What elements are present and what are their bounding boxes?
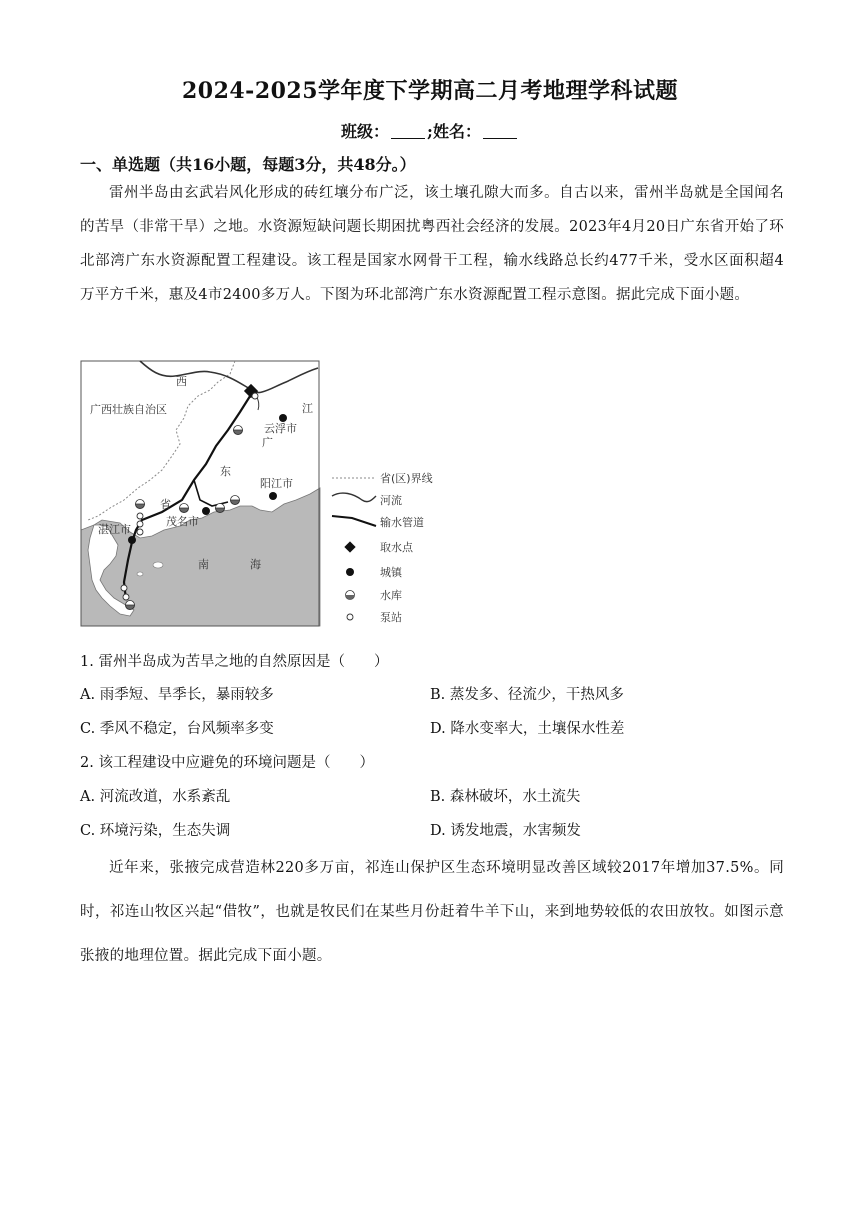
city-yunfu xyxy=(279,414,287,422)
label-xi: 西 xyxy=(176,375,187,388)
svg-text:输水管道: 输水管道 xyxy=(380,516,424,529)
label-yunfu: 云浮市 xyxy=(264,422,297,435)
legend-river-icon xyxy=(332,493,376,502)
passage-1: 雷州半岛由玄武岩风化形成的砖红壤分布广泛，该土壤孔隙大而多。自古以来，雷州半岛就是全国闻名的苦旱（非常干旱）之地。水资源短缺问题长期困扰粤西社会经济的发展。2023年4月20日广东省开始了环北部湾广东水资源配置工程建设。该工程是国家水网骨干工程，输水线路总长约477千米，受水区面积超4万平方千米，惠及4市2400多万人。下图为环北部湾广东水资源配置工程示意图。据此完成下面小题。 xyxy=(80,185,784,303)
legend-intake-icon xyxy=(344,541,355,552)
section-heading: 一、单选题（共16小题，每题3分，共48分。） xyxy=(80,155,416,174)
label-nan: 南 xyxy=(198,558,209,571)
label-sheng: 省 xyxy=(160,498,171,511)
q2-option-b[interactable]: B. 森林破坏，水土流失 xyxy=(430,789,581,805)
question-2-stem: 2. 该工程建设中应避免的环境问题是（ ） xyxy=(80,755,374,771)
q2-option-c[interactable]: C. 环境污染，生态失调 xyxy=(80,823,231,839)
svg-text:河流: 河流 xyxy=(380,494,402,507)
q1-option-b[interactable]: B. 蒸发多、径流少，干热风多 xyxy=(430,687,624,703)
province-boundary xyxy=(88,361,235,520)
legend-reservoir-icon xyxy=(346,591,355,600)
map-legend xyxy=(332,471,433,624)
svg-text:城镇: 城镇 xyxy=(380,566,402,579)
student-info-line xyxy=(0,119,860,142)
question-1-stem: 1. 雷州半岛成为苦旱之地的自然原因是（ ） xyxy=(80,654,389,670)
label-guang: 广 xyxy=(262,436,273,449)
svg-text:泵站: 泵站 xyxy=(380,611,402,624)
water-project-map xyxy=(80,360,460,628)
q1-option-d[interactable]: D. 降水变率大，土壤保水性差 xyxy=(430,721,625,737)
city-maoming xyxy=(202,507,210,515)
q2-option-d[interactable]: D. 诱发地震，水害频发 xyxy=(430,823,581,839)
label-jiang: 江 xyxy=(302,402,313,415)
xijiang-river xyxy=(140,361,318,393)
label-guangxi: 广西壮族自治区 xyxy=(90,403,167,416)
name-blank xyxy=(483,124,517,139)
q1-option-c[interactable]: C. 季风不稳定，台风频率多变 xyxy=(80,721,274,737)
label-maoming: 茂名市 xyxy=(166,515,199,528)
exam-title: 2024-2025学年度下学期高二月考地理学科试题 xyxy=(181,78,679,104)
svg-text:水库: 水库 xyxy=(380,589,402,602)
class-blank xyxy=(391,124,425,139)
passage-2: 近年来，张掖完成营造林220多万亩，祁连山保护区生态环境明显改善区域较2017年增加37.5%。同时，祁连山牧区兴起“借牧”，也就是牧民们在某些月份赶着牛羊下山，来到地势较低的农田放牧。如图示意张掖的地理位置。据此完成下面小题。 xyxy=(80,860,784,964)
q1-option-a[interactable]: A. 雨季短、旱季长，暴雨较多 xyxy=(80,687,274,703)
label-zhanjiang: 湛江市 xyxy=(98,523,131,536)
city-yangjiang xyxy=(269,492,277,500)
legend-city-icon xyxy=(346,568,354,576)
label-yangjiang: 阳江市 xyxy=(260,477,293,490)
class-label: 班级： xyxy=(341,122,390,141)
legend-pump-icon xyxy=(347,614,353,620)
svg-text:省(区)界线: 省(区)界线 xyxy=(380,472,433,485)
label-dong: 东 xyxy=(220,465,231,478)
svg-text:取水点: 取水点 xyxy=(380,541,413,554)
city-zhanjiang xyxy=(128,536,136,544)
legend-pipeline-icon xyxy=(332,516,376,526)
label-hai: 海 xyxy=(250,558,261,571)
q2-option-a[interactable]: A. 河流改道，水系紊乱 xyxy=(80,789,231,805)
name-label: ;姓名： xyxy=(427,122,481,141)
